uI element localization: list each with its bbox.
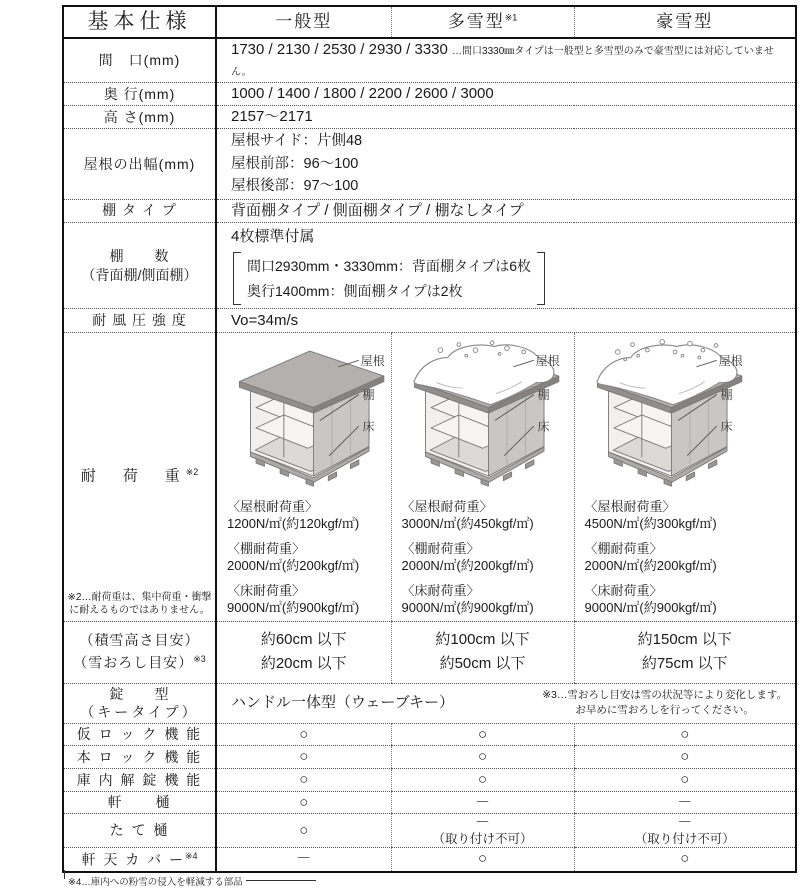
load-cell-general: 屋根 棚 床 〈屋根耐荷重〉 1200N/㎡(約120kgf/㎡) 〈棚耐荷重〉 2000N/㎡(約200kgf/㎡) 〈床耐荷重〉 9000N/㎡(約900kgf/㎡) [216,333,391,621]
row-label-lock-type: 錠 型 （キータイプ） [63,683,216,724]
diagram-label-shelf: 棚 [720,388,733,403]
snowflake [623,358,626,361]
diagram-label-floor: 床 [537,419,550,434]
row-label-height: 高 さ(mm) [63,106,216,129]
snowflake [701,349,705,353]
shelf-type-value: 背面棚タイプ / 側面棚タイプ / 棚なしタイプ [216,199,796,222]
snowflake [636,355,639,358]
col-header-general: 一般型 [216,6,391,38]
row-snow [63,621,796,683]
table-title: 基本仕様 [63,6,216,38]
header-row [63,6,796,38]
snowflake [659,340,664,345]
footnote-ref-2: ※2 [185,467,199,478]
shed-diagram-heavysnow [402,339,570,491]
roof-overhang-value: 屋根サイド：片側48 屋根前部：96～100 屋根後部：97～100 [216,129,796,199]
snowflake [697,356,700,359]
row-label-wind: 耐 風 圧 強 度 [63,309,216,333]
snowflake [438,348,443,353]
row-load [63,333,796,621]
row-eaves-gutter: 軒 樋 ○ － － [63,792,796,814]
row-lock-type [63,683,796,724]
row-shelf-count [63,223,796,309]
diagram-label-floor: 床 [362,419,375,434]
load-footnote: ※2…耐荷重は、集中荷重・衝撃に耐えるものではありません。 [67,591,212,617]
snowflake [714,344,718,348]
lock-type-cell [216,683,796,724]
width-note: …間口3330㎜タイプは一般型と多雪型のみで豪雪型には対応していません。 [231,46,774,78]
row-inside-unlock: 庫 内 解 錠 機 能 ○ ○ ○ [63,769,796,792]
shelf-count-value: 4枚標準付属 間口2930mm・3330mm：背面棚タイプは6枚 奥行1400mm：側面棚タイプは2枚 [216,223,796,309]
diagram-label-roof: 屋根 [718,354,743,369]
row-label-width: 間 口(mm) [63,38,216,82]
bottom-footnote: ※4…庫内への粉雪の侵入を軽減する部品 [64,874,800,888]
shed-diagram-general [227,339,387,491]
shed-illustration [402,339,574,489]
row-height [63,106,796,129]
snowflake [687,342,692,347]
shed-diagram-extremesnow [585,339,792,491]
shed-illustration [585,339,757,489]
row-roof-overhang [63,129,796,199]
row-main-lock: 本 ロ ッ ク 機 能 ○ ○ ○ [63,746,796,769]
footnote-ref-3: ※3 [193,654,206,665]
row-label-roof-overhang: 屋根の出幅(mm) [63,129,216,199]
shed-illustration [227,339,399,489]
snow-cell-heavysnow: 約100cm 以下 約50cm 以下 [391,621,574,683]
row-vertical-gutter: た て 樋 ○ － （取り付け不可） － （取り付け不可） [63,814,796,848]
row-depth [63,82,796,105]
snowflake [645,349,649,353]
snow-removal-note: ※3…雪おろし目安は雪の状況等により変化します。 お早めに雪おろしを行ってください。 [542,688,787,717]
snow-cell-extremesnow: 約150cm 以下 約75cm 以下 [574,621,796,683]
footnote-ref-1: ※1 [504,12,518,23]
snowflake [521,350,525,354]
depth-value: 1000 / 1400 / 1800 / 2200 / 2600 / 3000 [216,82,796,105]
row-label-depth: 奥 行(mm) [63,82,216,105]
row-soffit-cover: 軒 天 カ バ ー$^{※4}$ － ○ ○ [63,848,796,872]
diagram-label-shelf: 棚 [362,388,375,403]
wind-value: Vo=34m/s [216,309,796,333]
row-width [63,38,796,82]
load-cell-heavysnow: 屋根 棚 床 〈屋根耐荷重〉 3000N/㎡(約450kgf/㎡) 〈棚耐荷重〉 2000N/㎡(約200kgf/㎡) 〈床耐荷重〉 9000N/㎡(約900kgf/㎡) [391,333,574,621]
diagram-label-roof: 屋根 [535,354,560,369]
snowflake [630,343,634,347]
width-value: 1730 / 2130 / 2530 / 2930 / 3330 …間口3330㎜タイプは一般型と多雪型のみで豪雪型には対応していません。 [216,38,796,82]
load-cell-extremesnow: 屋根 棚 床 〈屋根耐荷重〉 4500N/㎡(約300kgf/㎡) 〈棚耐荷重〉 2000N/㎡(約200kgf/㎡) 〈床耐荷重〉 9000N/㎡(約900kgf/㎡) [574,333,796,621]
col-header-extremesnow: 豪雪型 [574,6,796,38]
row-label-shelf-type: 棚 タ イ プ [63,199,216,222]
snowflake [504,346,509,351]
lock-type-value: ハンドル一体型（ウェーブキー） [231,694,455,712]
snowflake [490,341,494,345]
row-wind [63,309,796,333]
col-header-heavysnow: 多雪型$^{※1}$ [391,6,574,38]
diagram-label-shelf: 棚 [537,388,550,403]
spec-table [62,5,797,873]
row-label-snow: （積雪高さ目安） （雪おろし目安）$^{※3}$ [63,621,216,683]
snowflake [681,355,684,358]
height-value: 2157～2171 [216,106,796,129]
snowflake [615,350,620,355]
snowflake [673,350,677,354]
diagram-label-roof: 屋根 [360,354,385,369]
row-label-shelf-count: 棚 数 （背面棚/側面棚） [63,223,216,309]
snowflake [498,353,501,356]
shelf-count-bracket: 間口2930mm・3330mm：背面棚タイプは6枚 奥行1400mm：側面棚タイプは2枚 [233,250,545,307]
row-label-load: 耐 荷 重$^{※2}$ ※2…耐荷重は、集中荷重・衝撃に耐えるものではありません。 [63,333,216,621]
snow-cell-general: 約60cm 以下 約20cm 以下 [216,621,391,683]
footnote-ref-4: ※4 [185,850,198,861]
snowflake [464,355,467,358]
snowflake [473,348,478,353]
snowflake [456,343,460,347]
row-shelf-type [63,199,796,222]
row-temp-lock: 仮 ロ ッ ク 機 能 ○ ○ ○ [63,724,796,746]
diagram-label-floor: 床 [720,419,733,434]
